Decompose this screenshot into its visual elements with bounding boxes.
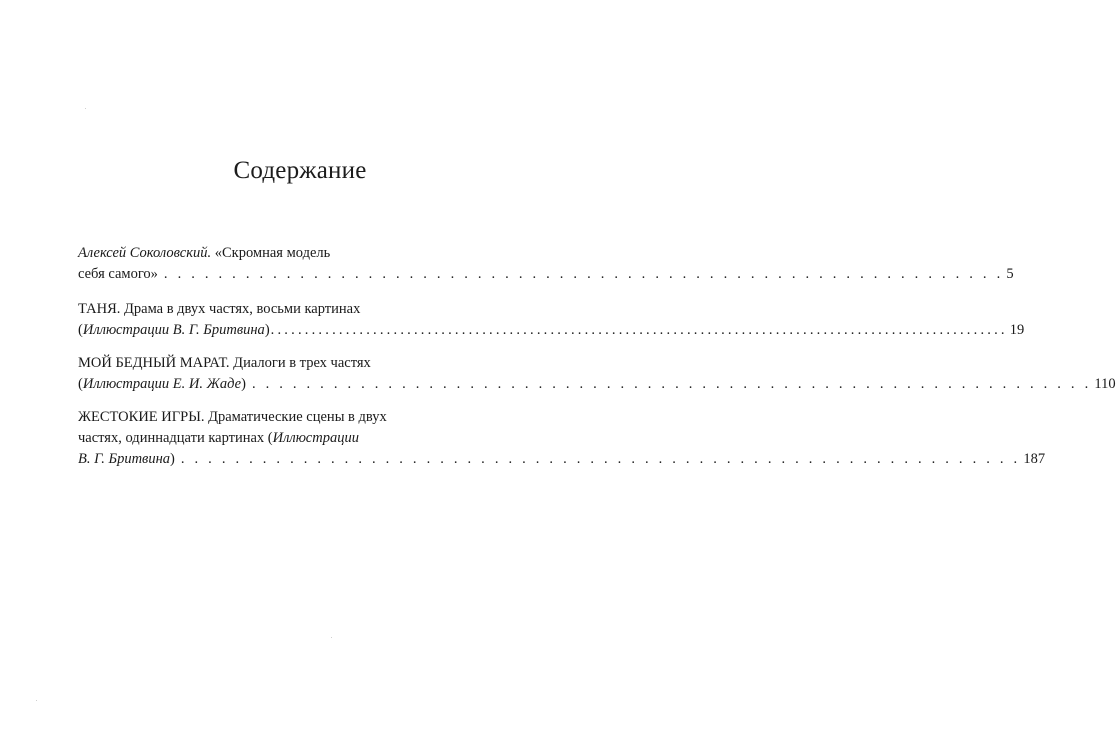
toc-entry-illustrations xyxy=(78,320,270,341)
paren-close: ) xyxy=(241,376,246,392)
toc-entry-tanya xyxy=(78,299,1025,341)
dot-leader: . . . . . . . . . . . . . . . . . . . . . . . . . . . . . . . . . . . . . . . . . . . . . . . . . . . . . . . . . . . . . . xyxy=(180,451,1021,467)
toc-entry-title: ТАНЯ. Драма в двух частях, восьми картинах xyxy=(78,301,361,317)
illustrator-credit: Иллюстрации Е. И. Жаде xyxy=(82,376,242,392)
toc-entry-intro xyxy=(78,243,1014,285)
toc-entry-title: МОЙ БЕДНЫЙ МАРАТ. Диалоги в трех частях xyxy=(78,355,371,371)
paren-open: ( xyxy=(78,376,83,392)
toc-entry-line xyxy=(78,449,1046,470)
toc-entry-title: «Скромная модель xyxy=(211,245,331,261)
toc-entry-marat xyxy=(78,353,1116,395)
dot-leader: . . . . . . . . . . . . . . . . . . . . . . . . . . . . . . . . . . . . . . . . . . . . . . . . . . . . . . . . . . . . . . xyxy=(251,376,1092,392)
paper-speck xyxy=(36,700,37,701)
dot-leader: ............................................................................................................ xyxy=(270,322,1008,338)
toc-entry-title-cont: частях, одиннадцати картинах ( xyxy=(78,430,273,446)
page-number: 110 xyxy=(1094,376,1116,392)
page-number: 187 xyxy=(1023,451,1046,467)
toc-author: Алексей Соколовский. xyxy=(78,245,212,261)
toc-entry-title: ЖЕСТОКИЕ ИГРЫ. Драматические сцены в двух xyxy=(78,409,387,425)
page-title: Содержание xyxy=(233,157,367,184)
illustrator-name: В. Г. Бритвина xyxy=(78,451,171,467)
toc-entry-line xyxy=(78,320,1025,341)
toc-entry-illustrations xyxy=(78,449,175,470)
paren-close: ) xyxy=(170,451,175,467)
table-of-contents xyxy=(78,243,1116,470)
toc-entry-line xyxy=(78,374,1116,395)
page-number: 19 xyxy=(1009,322,1025,338)
paper-speck xyxy=(331,637,332,638)
toc-entry-illustrations xyxy=(78,374,246,395)
page-number: 5 xyxy=(1006,266,1014,282)
toc-entry-line xyxy=(78,243,458,264)
illustrator-credit: Иллюстрации В. Г. Бритвина xyxy=(82,322,265,338)
toc-entry-line xyxy=(78,264,1014,285)
toc-entry-line xyxy=(78,428,458,449)
dot-leader: . . . . . . . . . . . . . . . . . . . . . . . . . . . . . . . . . . . . . . . . . . . . . . . . . . . . . . . . . . . . . . xyxy=(163,266,1004,282)
illustrator-credit: Иллюстрации xyxy=(272,430,359,446)
paren-close: ) xyxy=(264,322,270,338)
paren-open: ( xyxy=(78,322,83,338)
toc-entry-cruel-games xyxy=(78,407,1046,470)
paper-speck xyxy=(85,108,86,109)
toc-entry-title-cont: себя самого» xyxy=(78,266,158,282)
